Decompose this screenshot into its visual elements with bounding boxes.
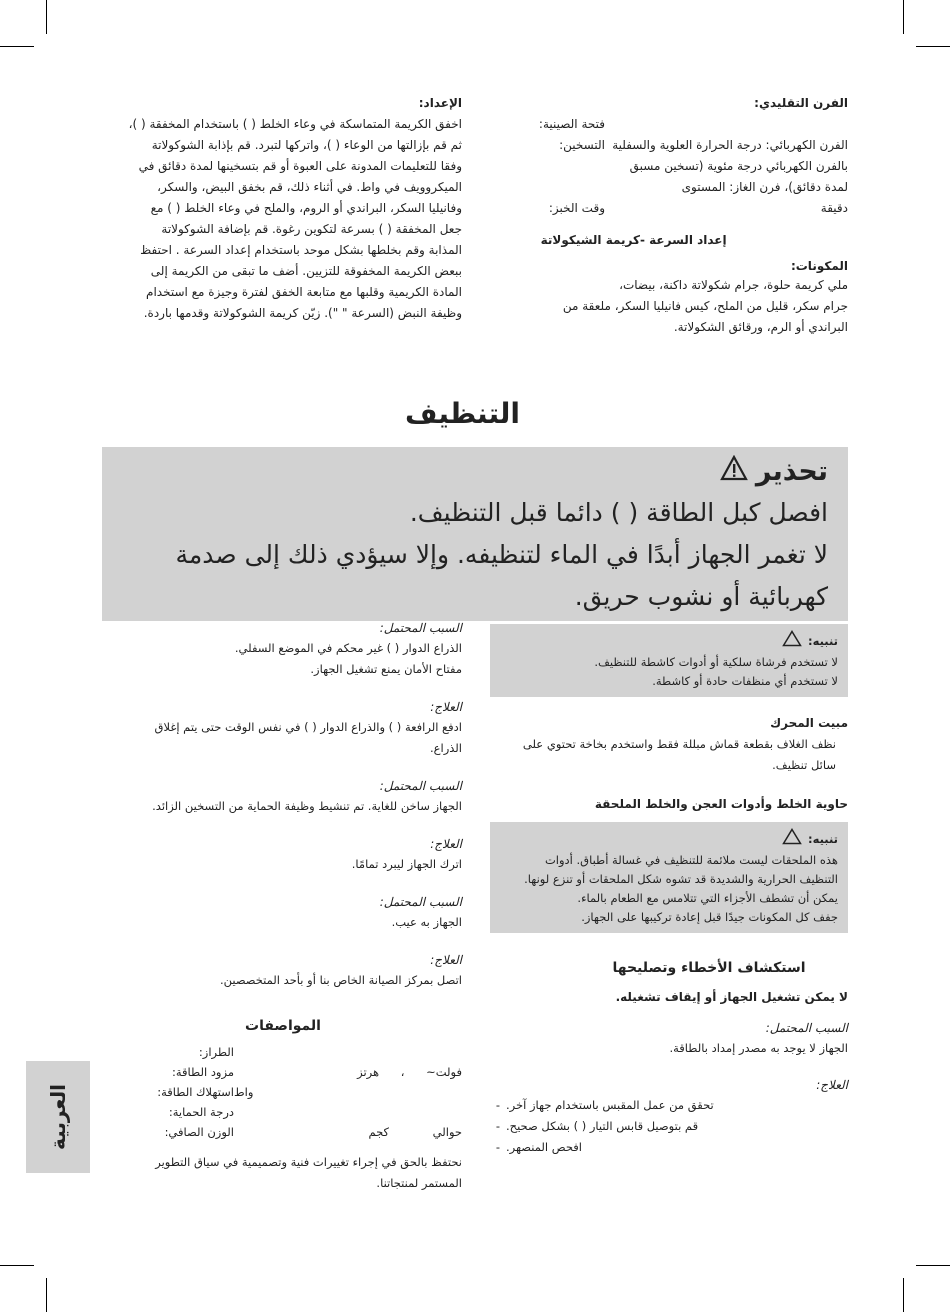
cause-label: السبب المحتمل: [765, 1021, 848, 1035]
troubleshooting-title: استكشاف الأخطاء وتصليحها [612, 960, 806, 976]
oven-row: فتحة الصينية: [538, 117, 605, 131]
caution-triangle-icon [782, 630, 802, 653]
remedy-label: العلاج: [816, 1078, 848, 1092]
specs-section [104, 1018, 462, 1194]
warning-box [102, 447, 848, 621]
specs-title: المواصفات [245, 1018, 321, 1034]
remedy-label: العلاج: [430, 700, 462, 714]
spec-row: الوزن الصافي: حوالي كجم [164, 1125, 462, 1139]
oven-row: التسخين: الفرن الكهربائي: درجة الحرارة العلوية والسفلية بالفرن الكهربائي درجة مئوية (تسخين مسبق لمدة دقائق)، فرن الغاز: المستوى [559, 138, 848, 194]
preparation-heading: الإعداد: [418, 96, 462, 110]
cause-text: الجهاز لا يوجد به مصدر إمداد بالطاقة. [669, 1041, 848, 1055]
preparation-text: اخفق الكريمة المتماسكة في وعاء الخلط ( ) باستخدام المخفقة ( )، ثم قم بإزالتها من الوعاء ( )، واتركها لتبرد. قم بإذابة الشوكولاتة وفقا للتعليمات المدونة على العبوة أو قم بتسخينها لمدة دقائق في الميكروويف في واط. في أثناء ذلك، قم بخفق البيض، والسكر، وفانيليا السكر، البراندي أو الروم، والملح في وعاء الخلط ( ) مع جعل المخفقة ( ) بسرعة لتكوين رغوة. قم بإضافة الشوكولاتة المذابة وقم بخلطها بشكل موحد باستخدام إعداد السرعة . احتفظ ببعض الكريمة المخفوقة للتزيين. أضف ما تبقى من الكريمة إلى المادة الكريمية وقلبها مع متابعة الخفق لفترة وجيزة مع استخدام وظيفة النبض (السرعة " "). زيّن كريمة الشوكولاتة وقدمها باردة. [128, 117, 462, 320]
spec-row: الطراز: [198, 1045, 234, 1059]
troubleshooting-section [490, 960, 848, 1158]
cause-label: السبب المحتمل: [379, 621, 462, 635]
crop-mark [916, 46, 950, 47]
caution-title: تنبيه: [808, 832, 838, 846]
crop-mark [916, 1265, 950, 1266]
recipe-title: كريمة الشيكولاتة [540, 233, 640, 247]
recipe-title-row [490, 233, 848, 247]
crop-mark [46, 1278, 47, 1312]
spec-row: درجة الحماية: [168, 1105, 234, 1119]
oven-section [490, 96, 848, 338]
left-troubleshooting: السبب المحتمل: الذراع الدوار ( ) غير محكم في الموضع السفلي. مفتاح الأمان يمنع تشغيل الجهاز. العلاج: ادفع الرافعة ( ) والذراع الدوار ( ) في نفس الوقت حتى يتم إغلاق الذراع. السبب المحتمل: الجهاز ساخن للغاية. تم تنشيط وظيفة الحماية من التسخين الزائد. العلاج: اترك الجهاز ليبرد تمامًا. السبب المحتمل: الجهاز به عيب. العلاج: اتصل بمركز الصيانة الخاص بنا أو بأحد المتخصصين. [104, 618, 462, 991]
bowl-heading: حاوية الخلط وأدوات العجن والخلط الملحقة [594, 797, 848, 811]
remedy-label: العلاج: [430, 953, 462, 967]
warning-text: افصل كبل الطاقة ( ) دائما قبل التنظيف. لا تغمر الجهاز أبدًا في الماء لتنظيفه. وإلا سيؤدي ذلك إلى صدمة كهربائية أو نشوب حريق. [175, 498, 828, 611]
spec-row: مزود الطاقة: فولت~ ، هرتز [171, 1065, 462, 1079]
list-item: - قم بتوصيل قابس التيار ( ) بشكل صحيح. [495, 1119, 699, 1133]
motor-heading: مبيت المحرك [770, 716, 848, 730]
caution-box-2: تنبيه: هذه الملحقات ليست ملائمة للتنظيف في غسالة أطباق. أدوات التنظيف الحرارية والشديدة قد تشوه شكل الملحقات أو تنزع لونها. يمكن أن تشطف الأجزاء التي تتلامس مع الطعام بالماء. جفف كل المكونات جيدًا قبل إعادة تركيبها على الجهاز. [490, 822, 848, 933]
warning-title-row [720, 455, 828, 488]
motor-section [490, 716, 848, 776]
cause-label: السبب المحتمل: [379, 779, 462, 793]
cause-label: السبب المحتمل: [379, 895, 462, 909]
crop-mark [0, 46, 34, 47]
motor-text: نظف الغلاف بقطعة قماش مبللة فقط واستخدم بخاخة تحتوي على سائل تنظيف. [522, 737, 836, 772]
caution-title: تنبيه: [808, 634, 838, 648]
crop-mark [46, 0, 47, 34]
caution-triangle-icon [782, 828, 802, 851]
crop-mark [0, 1265, 34, 1266]
warning-triangle-icon [720, 455, 748, 488]
caution-box-1: تنبيه: لا تستخدم فرشاة سلكية أو أدوات كاشطة للتنظيف. لا تستخدم أي منظفات حادة أو كاشطة. [490, 624, 848, 697]
recipe-speed: إعداد السرعة - [640, 233, 727, 247]
oven-heading: الفرن التقليدي: [754, 96, 848, 110]
remedy-list [490, 1095, 848, 1158]
warning-title: تحذير [755, 456, 828, 487]
language-tab [26, 1061, 90, 1173]
ingredients-heading: المكونات: [790, 259, 848, 273]
problem-text: لا يمكن تشغيل الجهاز أو إيقاف تشغيله. [615, 990, 848, 1004]
cleaning-title: التنظيف [404, 397, 520, 430]
ingredients-text: ملي كريمة حلوة، جرام شكولاتة داكنة، بيضات، جرام سكر، قليل من الملح، كيس فانيليا السكر، ملعقة من البراندي أو الرم، ورقائق الشكولاتة. [562, 278, 848, 334]
crop-mark [903, 0, 904, 34]
oven-row: وقت الخبز: دقيقة [548, 201, 848, 215]
crop-mark [903, 1278, 904, 1312]
remedy-label: العلاج: [430, 837, 462, 851]
specs-note: نحتفظ بالحق في إجراء تغييرات فنية وتصميمية في سياق التطوير المستمر لمنتجاتنا. [155, 1155, 462, 1190]
language-tab-label: العربية [46, 1084, 70, 1150]
list-item: - افحص المنصهر. [495, 1140, 582, 1154]
spec-row: استهلاك الطاقة: واط [157, 1085, 254, 1099]
list-item: - تحقق من عمل المقبس باستخدام جهاز آخر. [495, 1098, 714, 1112]
preparation-section [104, 96, 462, 324]
